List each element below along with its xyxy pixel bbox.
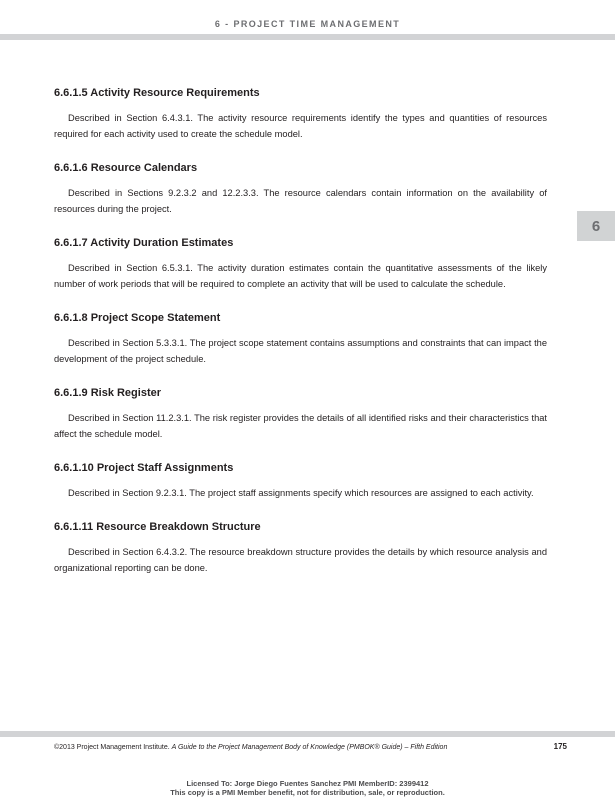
license-notice bbox=[0, 779, 615, 797]
chapter-header: 6 - PROJECT TIME MANAGEMENT bbox=[214, 19, 401, 29]
license-line-2: This copy is a PMI Member benefit, not for distribution, sale, or reproduction. bbox=[170, 788, 445, 797]
section-body: Described in Sections 9.2.3.2 and 12.2.3.3. The resource calendars contain information on the availability of resources during the project. bbox=[54, 188, 547, 214]
section-heading: 6.6.1.7 Activity Duration Estimates bbox=[54, 237, 234, 249]
section-project-staff-assignments bbox=[54, 459, 547, 501]
footer-citation bbox=[54, 744, 447, 751]
section-heading: 6.6.1.5 Activity Resource Requirements bbox=[54, 87, 260, 99]
section-heading: 6.6.1.11 Resource Breakdown Structure bbox=[54, 521, 261, 533]
section-resource-calendars bbox=[54, 159, 547, 217]
chapter-tab-label: 6 bbox=[591, 217, 601, 235]
section-resource-breakdown-structure bbox=[54, 518, 547, 576]
section-heading: 6.6.1.10 Project Staff Assignments bbox=[54, 462, 234, 474]
footer-copyright: ©2013 Project Management Institute. bbox=[54, 744, 170, 751]
chapter-tab bbox=[577, 211, 615, 241]
section-body: Described in Section 6.5.3.1. The activity duration estimates contain the quantitative assessments of the likely number of work periods that will be required to complete an activity that will be used to calculate the schedule. bbox=[54, 263, 547, 289]
section-heading: 6.6.1.8 Project Scope Statement bbox=[54, 312, 221, 324]
footer-book-title: A Guide to the Project Management Body of Knowledge (PMBOK® Guide) – Fifth Edition bbox=[171, 744, 448, 751]
section-risk-register bbox=[54, 384, 547, 442]
section-project-scope-statement bbox=[54, 309, 547, 367]
section-activity-duration-estimates bbox=[54, 234, 547, 292]
footer-bar bbox=[0, 731, 615, 737]
page-content bbox=[54, 84, 547, 576]
section-activity-resource-requirements bbox=[54, 84, 547, 142]
footer bbox=[54, 742, 567, 751]
page-number: 175 bbox=[553, 742, 567, 751]
section-heading: 6.6.1.9 Risk Register bbox=[54, 387, 162, 399]
section-body: Described in Section 9.2.3.1. The project staff assignments specify which resources are assigned to each activity. bbox=[68, 488, 534, 498]
section-body: Described in Section 11.2.3.1. The risk register provides the details of all identified risks and their characteristics that affect the schedule model. bbox=[54, 413, 547, 439]
section-heading: 6.6.1.6 Resource Calendars bbox=[54, 162, 198, 174]
section-body: Described in Section 6.4.3.1. The activity resource requirements identify the types and quantities of resources required for each activity used to create the schedule model. bbox=[54, 113, 547, 139]
section-body: Described in Section 6.4.3.2. The resource breakdown structure provides the details by which resource analysis and organizational reporting can be done. bbox=[54, 547, 547, 573]
section-body: Described in Section 5.3.3.1. The project scope statement contains assumptions and constraints that can impact the development of the project schedule. bbox=[54, 338, 547, 364]
license-line-1: Licensed To: Jorge Diego Fuentes Sanchez PMI MemberID: 2399412 bbox=[186, 779, 429, 788]
